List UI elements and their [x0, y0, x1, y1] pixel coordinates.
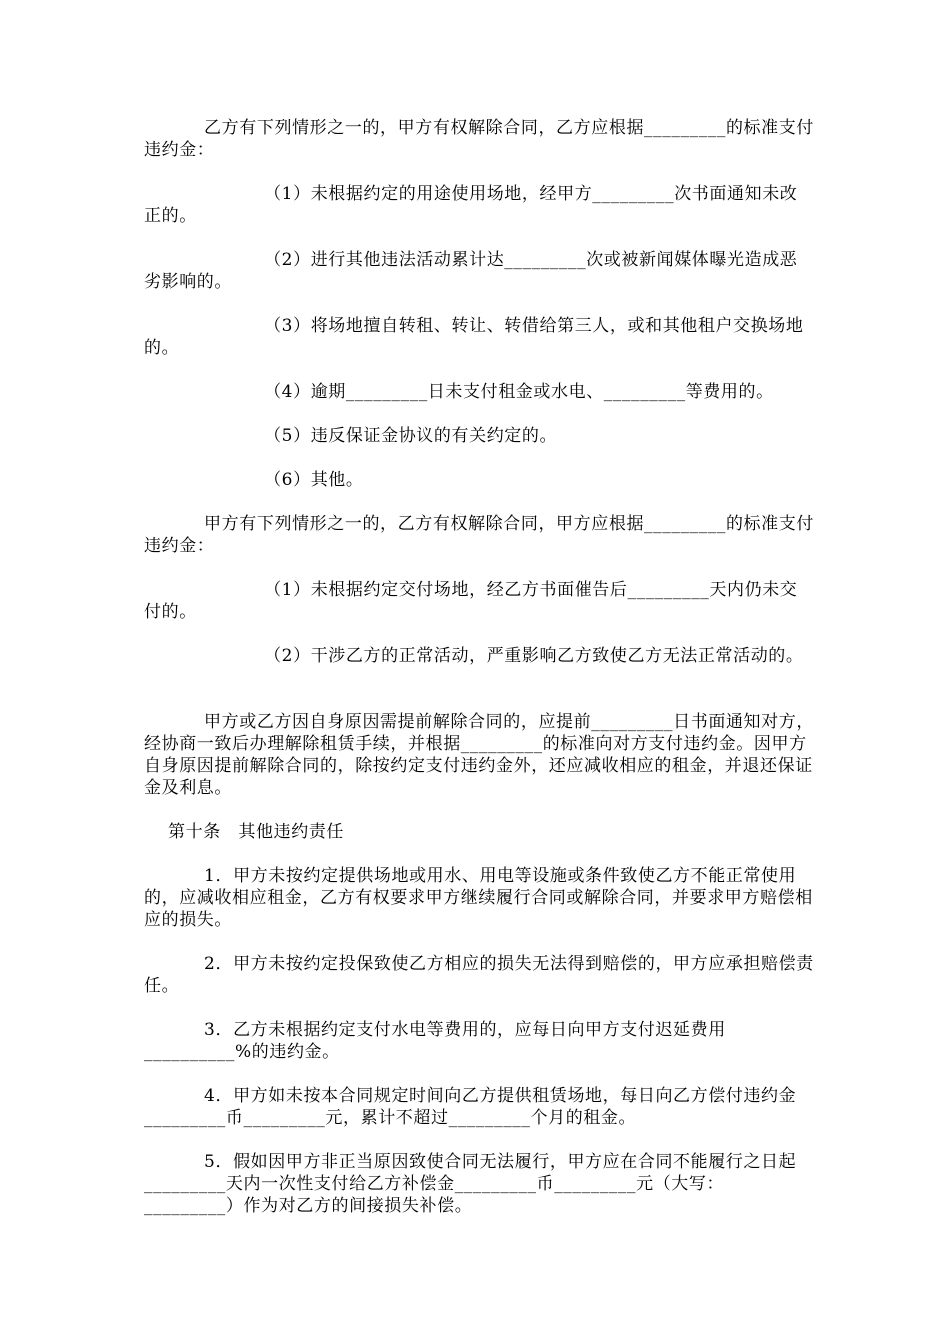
paragraph-article-10-item-4: 4．甲方如未按本合同规定时间向乙方提供租赁场地，每日向乙方偿付违约金_________币_________元，累计不超过_________个月的租金。 [144, 1086, 797, 1128]
section-heading-article-10: 第十条 其他违约责任 [144, 822, 345, 842]
paragraph-article-10-item-1: 1．甲方未按约定提供场地或用水、用电等设施或条件致使乙方不能正常使用的，应减收相应租金，乙方有权要求甲方继续履行合同或解除合同，并要求甲方赔偿相应的损失。 [144, 866, 813, 930]
paragraph-party-a-breach-intro: 甲方有下列情形之一的，乙方有权解除合同，甲方应根据_________的标准支付违约金： [144, 514, 814, 556]
paragraph-party-b-item-2: （2）进行其他违法活动累计达_________次或被新闻媒体曝光造成恶劣影响的。 [144, 250, 798, 292]
paragraph-article-10-item-3: 3．乙方未根据约定支付水电等费用的，应每日向甲方支付迟延费用__________%的违约金。 [144, 1020, 726, 1062]
paragraph-party-b-item-1: （1）未根据约定的用途使用场地，经甲方_________次书面通知未改正的。 [144, 184, 798, 226]
paragraph-party-b-item-6: （6）其他。 [144, 470, 364, 490]
paragraph-article-10-item-5: 5．假如因甲方非正当原因致使合同无法履行，甲方应在合同不能履行之日起_________天内一次性支付给乙方补偿金_________币_________元（大写：_________）作为对乙方的间接损失补偿。 [144, 1152, 797, 1216]
paragraph-party-a-item-2: （2）干涉乙方的正常活动，严重影响乙方致使乙方无法正常活动的。 [144, 646, 804, 666]
paragraph-party-b-item-5: （5）违反保证金协议的有关约定的。 [144, 426, 558, 446]
paragraph-article-10-item-2: 2．甲方未按约定投保致使乙方相应的损失无法得到赔偿的，甲方应承担赔偿责任。 [144, 954, 814, 996]
paragraph-party-b-breach-intro: 乙方有下列情形之一的，甲方有权解除合同，乙方应根据_________的标准支付违约金： [144, 118, 814, 160]
paragraph-party-b-item-3: （3）将场地擅自转租、转让、转借给第三人，或和其他租户交换场地的。 [144, 316, 804, 358]
paragraph-early-termination: 甲方或乙方因自身原因需提前解除合同的，应提前_________日书面通知对方，经协商一致后办理解除租赁手续，并根据_________的标准向对方支付违约金。因甲方自身原因提前解除合同的，除按约定支付违约金外，还应减收相应的租金，并退还保证金及利息。 [144, 712, 814, 798]
paragraph-party-b-item-4: （4）逾期_________日未支付租金或水电、_________等费用的。 [144, 382, 774, 402]
paragraph-party-a-item-1: （1）未根据约定交付场地，经乙方书面催告后_________天内仍未交付的。 [144, 580, 798, 622]
